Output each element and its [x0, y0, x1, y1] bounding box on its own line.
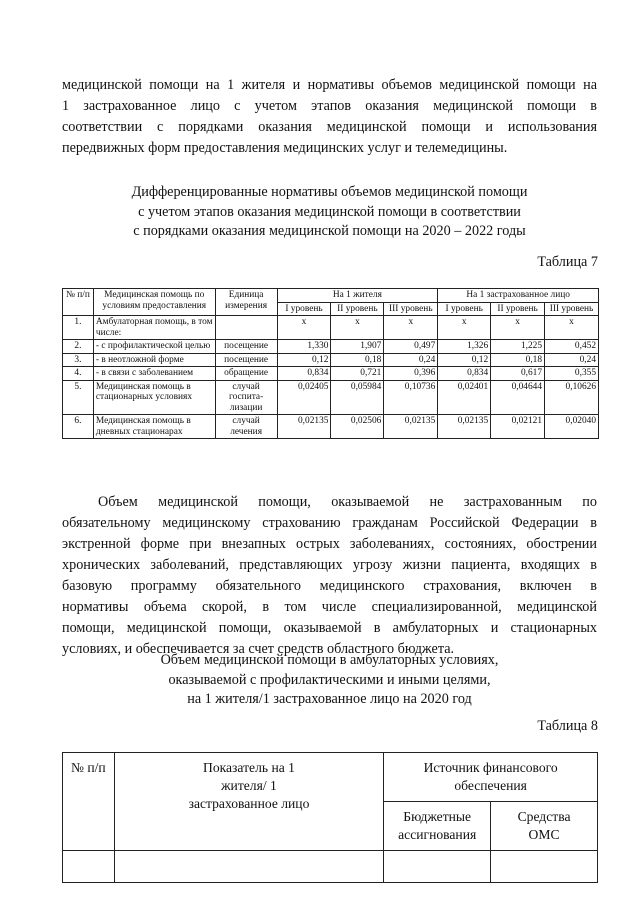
- row-number: 3.: [63, 353, 94, 367]
- header-oms: Средства ОМС: [491, 802, 598, 851]
- table-cell: [384, 851, 491, 883]
- header-number: № п/п: [63, 289, 94, 316]
- row-value: 0,396: [384, 367, 438, 381]
- row-unit: посещение: [215, 353, 277, 367]
- row-condition: - в связи с заболеванием: [93, 367, 215, 381]
- row-value: 0,24: [545, 353, 599, 367]
- table-row: [63, 367, 599, 381]
- row-value: 0,18: [491, 353, 545, 367]
- row-value: 0,18: [331, 353, 384, 367]
- row-value: 0,497: [384, 340, 438, 354]
- text-line: условиях, и обеспечивается за счет средств областного бюджета.: [62, 641, 455, 657]
- row-condition: - в неотложной форме: [93, 353, 215, 367]
- table-row: [63, 380, 599, 415]
- heading-line: с учетом этапов оказания медицинской помощи в соответствии: [138, 203, 521, 220]
- table-cell: [114, 851, 384, 883]
- row-value: 1,225: [491, 340, 545, 354]
- row-value: 0,02405: [277, 380, 331, 415]
- row-value: х: [545, 316, 599, 340]
- text-line: базовую программу обязательного медицинского страхования, включен в: [62, 578, 597, 594]
- body-paragraph: [62, 492, 597, 660]
- row-value: 0,02121: [491, 415, 545, 439]
- row-value: 0,02135: [438, 415, 491, 439]
- table-row: [63, 353, 599, 367]
- row-value: х: [438, 316, 491, 340]
- table8-heading: [62, 651, 597, 710]
- row-value: х: [277, 316, 331, 340]
- row-value: 0,12: [277, 353, 331, 367]
- table8: [62, 752, 598, 883]
- heading-line: с порядками оказания медицинской помощи на 2020 – 2022 годы: [133, 223, 526, 239]
- heading-line: Дифференцированные нормативы объемов медицинской помощи: [131, 184, 528, 200]
- row-value: 0,617: [491, 367, 545, 381]
- header-level: I уровень: [438, 302, 491, 316]
- header-per-resident: На 1 жителя: [277, 289, 438, 303]
- header-unit: Единица измерения: [215, 289, 277, 316]
- row-number: 5.: [63, 380, 94, 415]
- row-value: 0,02401: [438, 380, 491, 415]
- table7: [62, 288, 599, 439]
- row-number: 6.: [63, 415, 94, 439]
- table-row: [63, 851, 598, 883]
- table-row: [63, 316, 599, 340]
- header-level: II уровень: [491, 302, 545, 316]
- text-line: медицинской помощи на 1 жителя и нормативы объемов медицинской помощи на: [62, 77, 597, 93]
- row-condition: - с профилактической целью: [93, 340, 215, 354]
- row-value: 0,834: [277, 367, 331, 381]
- row-value: х: [491, 316, 545, 340]
- text-line: передвижных форм предоставления медицинских услуг и телемедицины.: [62, 140, 508, 156]
- heading-line: на 1 жителя/1 застрахованное лицо на 2020 год: [187, 691, 472, 707]
- heading-line: оказываемой с профилактическими и иными целями,: [168, 671, 491, 688]
- header-level: II уровень: [331, 302, 384, 316]
- row-unit: посещение: [215, 340, 277, 354]
- row-value: 0,12: [438, 353, 491, 367]
- row-value: 0,834: [438, 367, 491, 381]
- text-line: помощи, медицинской помощи, оказываемой в амбулаторных и стационарных: [62, 620, 597, 636]
- row-value: х: [331, 316, 384, 340]
- row-condition: Медицинская помощь в дневных стационарах: [93, 415, 215, 439]
- table-header-row: [63, 289, 599, 303]
- row-condition: Амбулаторная помощь, в том числе:: [93, 316, 215, 340]
- row-number: 4.: [63, 367, 94, 381]
- row-unit: обращение: [215, 367, 277, 381]
- row-value: 0,24: [384, 353, 438, 367]
- header-level: I уровень: [277, 302, 331, 316]
- row-value: 1,907: [331, 340, 384, 354]
- text-line: Объем медицинской помощи, оказываемой не застрахованным по: [98, 494, 597, 510]
- row-value: 0,02135: [277, 415, 331, 439]
- row-value: 0,02506: [331, 415, 384, 439]
- row-unit: случай лечения: [215, 415, 277, 439]
- table7-caption: Таблица 7: [537, 254, 598, 270]
- row-value: 0,721: [331, 367, 384, 381]
- row-value: 0,452: [545, 340, 599, 354]
- header-funding-source: Источник финансового обеспечения: [384, 753, 598, 802]
- table7-body: [63, 316, 599, 439]
- table-row: [63, 340, 599, 354]
- header-level: III уровень: [545, 302, 599, 316]
- row-value: 0,02040: [545, 415, 599, 439]
- row-number: 1.: [63, 316, 94, 340]
- row-number: 2.: [63, 340, 94, 354]
- row-value: 1,330: [277, 340, 331, 354]
- table-cell: [491, 851, 598, 883]
- intro-paragraph: [62, 75, 597, 159]
- header-per-insured: На 1 застрахованное лицо: [438, 289, 599, 303]
- row-unit: [215, 316, 277, 340]
- row-value: 0,04644: [491, 380, 545, 415]
- header-number: № п/п: [63, 753, 115, 851]
- header-level: III уровень: [384, 302, 438, 316]
- table-cell: [63, 851, 115, 883]
- table7-heading: [62, 183, 597, 242]
- header-condition: Медицинская помощь по условиям предоставления: [93, 289, 215, 316]
- table8-caption: Таблица 8: [537, 718, 598, 734]
- row-value: 0,10736: [384, 380, 438, 415]
- heading-line: Объем медицинской помощи в амбулаторных условиях,: [160, 652, 499, 668]
- header-indicator: Показатель на 1 жителя/ 1 застрахованное лицо: [114, 753, 384, 851]
- row-value: 0,02135: [384, 415, 438, 439]
- table-header-row: [63, 753, 598, 802]
- text-line: обязательному медицинскому страхованию гражданам Российской Федерации в: [62, 515, 597, 531]
- row-unit: случай госпита-лизации: [215, 380, 277, 415]
- row-value: 1,326: [438, 340, 491, 354]
- row-value: 0,355: [545, 367, 599, 381]
- text-line: 1 застрахованное лицо с учетом этапов оказания медицинской помощи в: [62, 98, 597, 114]
- text-line: экстренной форме при внезапных острых заболеваниях, состояниях, обострении: [62, 536, 597, 552]
- row-value: 0,10626: [545, 380, 599, 415]
- row-value: х: [384, 316, 438, 340]
- text-line: соответствии с порядками оказания медицинской помощи и использования: [62, 119, 597, 135]
- table-row: [63, 415, 599, 439]
- text-line: хронических заболеваний, представляющих угрозу жизни пациента, входящих в: [62, 557, 597, 573]
- row-value: 0,05984: [331, 380, 384, 415]
- text-line: нормативы объема скорой, в том числе специализированной, медицинской: [62, 599, 597, 615]
- header-budget: Бюджетные ассигнования: [384, 802, 491, 851]
- row-condition: Медицинская помощь в стационарных условиях: [93, 380, 215, 415]
